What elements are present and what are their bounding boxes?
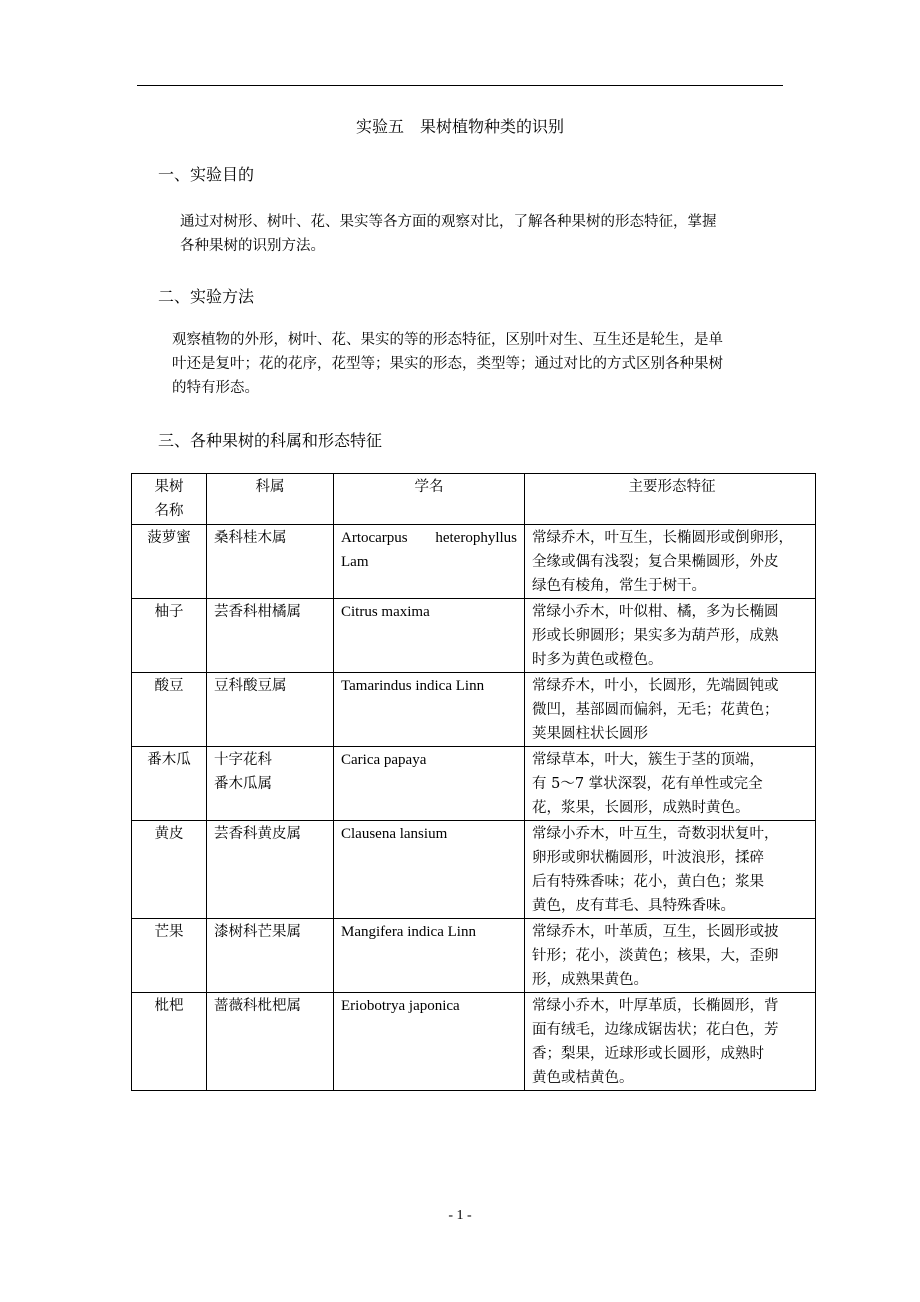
table-header-row — [132, 474, 816, 525]
features-line: 黄色，皮有茸毛、具特殊香味。 — [532, 898, 735, 914]
features-line: 常绿乔木，叶革质，互生，长圆形或披 — [532, 924, 779, 940]
table-row — [132, 919, 816, 993]
features — [525, 673, 816, 747]
features — [525, 599, 816, 673]
table-row — [132, 673, 816, 747]
features-line: 常绿乔木，叶互生，长椭圆形或倒卵形， — [532, 530, 793, 546]
scientific-name-line: Carica papaya — [341, 752, 427, 768]
scientific-name-line: Clausena lansium — [341, 826, 448, 842]
features-line: 黄色或桔黄色。 — [532, 1070, 634, 1086]
page-number: - 1 - — [448, 1208, 472, 1223]
fruit-name-line: 菠萝蜜 — [147, 530, 191, 546]
family-genus — [207, 673, 334, 747]
text-line: 通过对树形、树叶、花、果实等各方面的观察对比，了解各种果树的形态特征，掌握 — [180, 214, 717, 230]
features-line: 微凹，基部圆而偏斜，无毛；花黄色； — [532, 702, 779, 718]
features-line: 常绿小乔木，叶似柑、橘，多为长椭圆 — [532, 604, 779, 620]
fruit-name — [132, 747, 207, 821]
text-line: 的特有形态。 — [172, 380, 259, 396]
fruit-name-line: 番木瓜 — [147, 752, 191, 768]
scientific-name — [334, 525, 525, 599]
fruit-name-line: 酸豆 — [154, 678, 184, 694]
features-line: 常绿乔木，叶小，长圆形，先端圆钝或 — [532, 678, 779, 694]
features-line: 面有绒毛，边缘成锯齿状；花白色，芳 — [532, 1022, 779, 1038]
features-line: 全缘或偶有浅裂；复合果椭圆形，外皮 — [532, 554, 779, 570]
header-features: 主要形态特征 — [525, 474, 816, 525]
header-text: 名称 — [154, 503, 184, 519]
features — [525, 821, 816, 919]
family-genus — [207, 821, 334, 919]
features-line: 常绿草本，叶大，簇生于茎的顶端， — [532, 752, 764, 768]
family-genus — [207, 993, 334, 1091]
features — [525, 919, 816, 993]
features — [525, 747, 816, 821]
family-genus-line: 番木瓜属 — [214, 776, 272, 792]
scientific-name — [334, 747, 525, 821]
family-genus-line: 桑科桂木属 — [214, 530, 287, 546]
header-family: 科属 — [207, 474, 334, 525]
features-line: 绿色有棱角，常生于树干。 — [532, 578, 706, 594]
scientific-name-line: Tamarindus indica Linn — [341, 678, 485, 694]
fruit-name — [132, 599, 207, 673]
fruit-name — [132, 673, 207, 747]
scientific-name-line: Lam — [341, 554, 369, 570]
table-row — [132, 747, 816, 821]
table-row — [132, 821, 816, 919]
family-genus — [207, 599, 334, 673]
section-method-text — [172, 328, 792, 400]
section-purpose-text — [180, 210, 790, 258]
scientific-name — [334, 599, 525, 673]
scientific-name — [334, 821, 525, 919]
features — [525, 525, 816, 599]
section-heading-table: 三、各种果树的科属和形态特征 — [158, 431, 383, 450]
features-line: 时多为黄色或橙色。 — [532, 652, 663, 668]
text-line: 观察植物的外形，树叶、花、果实的等的形态特征，区别叶对生、互生还是轮生，是单 — [172, 332, 723, 348]
section-heading-purpose: 一、实验目的 — [158, 165, 255, 184]
header-text: 果树 — [154, 479, 184, 495]
header-scientific: 学名 — [334, 474, 525, 525]
features-line: 香；梨果，近球形或长圆形，成熟时 — [532, 1046, 764, 1062]
scientific-name — [334, 993, 525, 1091]
table-row — [132, 993, 816, 1091]
features-line: 常绿小乔木，叶互生，奇数羽状复叶， — [532, 826, 779, 842]
family-genus — [207, 919, 334, 993]
features-line: 针形；花小，淡黄色；核果，大，歪卵 — [532, 948, 779, 964]
family-genus-line: 十字花科 — [214, 752, 272, 768]
features-line: 卵形或卵状椭圆形，叶波浪形，揉碎 — [532, 850, 764, 866]
family-genus-line: 漆树科芒果属 — [214, 924, 301, 940]
features-line: 后有特殊香味；花小，黄白色；浆果 — [532, 874, 764, 890]
scientific-name-line: Eriobotrya japonica — [341, 998, 460, 1014]
features-line: 形或长卵圆形；果实多为葫芦形，成熟 — [532, 628, 779, 644]
fruit-name-line: 芒果 — [154, 924, 184, 940]
fruit-name-line: 黄皮 — [154, 826, 184, 842]
header-rule — [137, 85, 783, 86]
family-genus — [207, 747, 334, 821]
scientific-name — [334, 673, 525, 747]
features-line: 有 5～7 掌状深裂，花有单性或完全 — [532, 776, 763, 792]
fruit-tree-table — [131, 473, 816, 1091]
table-row — [132, 599, 816, 673]
features-line: 荚果圆柱状长圆形 — [532, 726, 648, 742]
family-genus-line: 蔷薇科枇杷属 — [214, 998, 301, 1014]
fruit-name-line: 枇杷 — [154, 998, 184, 1014]
text-line: 各种果树的识别方法。 — [180, 238, 325, 254]
page-title: 实验五 果树植物种类的识别 — [355, 117, 564, 136]
family-genus-line: 芸香科黄皮属 — [214, 826, 301, 842]
text-line: 叶还是复叶；花的花序，花型等；果实的形态，类型等；通过对比的方式区别各种果树 — [172, 356, 723, 372]
features-line: 常绿小乔木，叶厚革质，长椭圆形，背 — [532, 998, 779, 1014]
family-genus-line: 豆科酸豆属 — [214, 678, 287, 694]
fruit-name — [132, 993, 207, 1091]
scientific-name-line: Citrus maxima — [341, 604, 430, 620]
scientific-name-line: Mangifera indica Linn — [341, 924, 476, 940]
fruit-name — [132, 919, 207, 993]
scientific-name — [334, 919, 525, 993]
features — [525, 993, 816, 1091]
family-genus — [207, 525, 334, 599]
features-line: 花，浆果，长圆形，成熟时黄色。 — [532, 800, 750, 816]
section-heading-method: 二、实验方法 — [158, 287, 255, 306]
fruit-name — [132, 525, 207, 599]
table-row — [132, 525, 816, 599]
fruit-name-line: 柚子 — [154, 604, 184, 620]
header-name — [132, 474, 207, 525]
family-genus-line: 芸香科柑橘属 — [214, 604, 301, 620]
scientific-name-line: Artocarpus heterophyllus — [341, 530, 517, 546]
fruit-name — [132, 821, 207, 919]
features-line: 形，成熟果黄色。 — [532, 972, 648, 988]
